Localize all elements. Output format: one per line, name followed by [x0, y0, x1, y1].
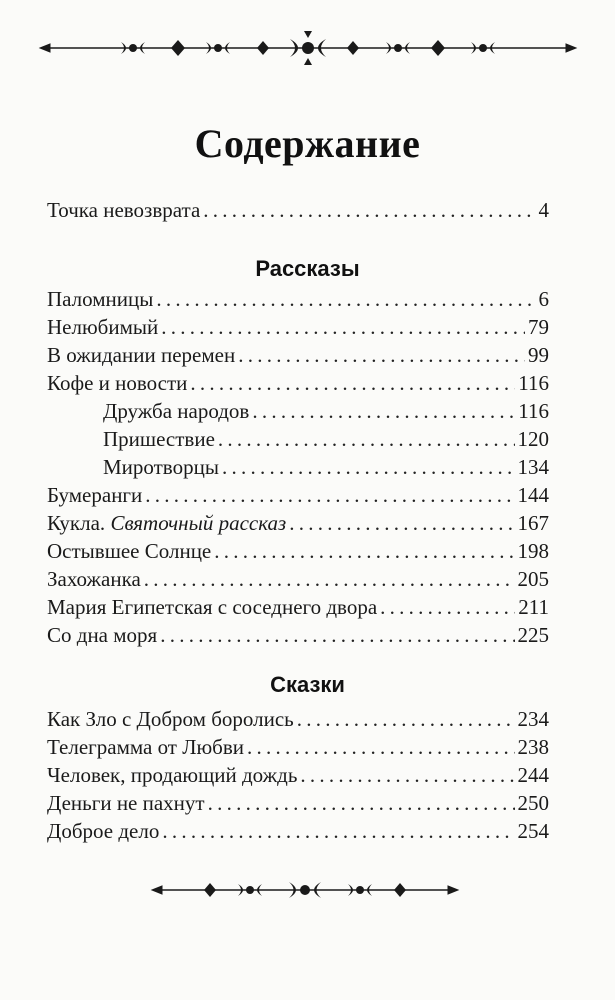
toc-entry-page: 134: [517, 455, 549, 479]
toc-entry-page: 116: [518, 399, 549, 423]
dot-leader: [156, 285, 535, 313]
toc-entry-label: Нелюбимый: [47, 315, 159, 339]
toc-entry-page: 116: [518, 371, 549, 395]
toc-entry[interactable]: [47, 761, 549, 789]
toc-entry-label: Захожанка: [47, 567, 141, 591]
toc-entry-label: Мария Египетская с соседнего двора: [47, 595, 378, 619]
dot-leader: [190, 369, 515, 397]
toc-entry-label: Телеграмма от Любви: [47, 735, 245, 759]
dot-leader: [161, 313, 525, 341]
toc-entry-label: Бумеранги: [47, 483, 143, 507]
toc-entry-label: Человек, продающий дождь: [47, 763, 298, 787]
toc-entry-label: Деньги не пахнут: [47, 791, 205, 815]
toc-entry-label: Доброе дело: [47, 819, 160, 843]
toc-entry-label: Паломницы: [47, 287, 154, 311]
section-heading-tales: Сказки: [270, 672, 345, 697]
toc-entry-label: Остывшее Солнце: [47, 539, 212, 563]
toc-entry[interactable]: [47, 565, 549, 593]
toc-entry[interactable]: [47, 817, 549, 845]
dot-leader: [247, 733, 514, 761]
toc-subentry[interactable]: [103, 397, 549, 425]
toc-entry-label: [47, 509, 286, 537]
dot-leader: [203, 196, 535, 224]
dot-leader: [214, 537, 514, 565]
toc-entry-page: 99: [528, 343, 549, 367]
toc-entry-label: Миротворцы: [103, 455, 219, 479]
toc-entry-page: 4: [538, 198, 549, 222]
dot-leader: [218, 425, 515, 453]
dot-leader: [160, 621, 514, 649]
toc-entry-page: 211: [518, 595, 549, 619]
dot-leader: [208, 789, 515, 817]
toc-entry[interactable]: [47, 285, 549, 313]
toc-entry-label: Пришествие: [103, 427, 215, 451]
toc-entry-page: 167: [517, 511, 549, 535]
toc-entry-label: Дружба народов: [103, 399, 250, 423]
toc-entry[interactable]: [47, 196, 549, 224]
toc-entry-page: 79: [528, 315, 549, 339]
toc-subentry[interactable]: [103, 425, 549, 453]
toc-entry[interactable]: [47, 789, 549, 817]
toc-entry[interactable]: [47, 705, 549, 733]
dot-leader: [300, 761, 514, 789]
dot-leader: [380, 593, 515, 621]
toc-entry-page: 225: [517, 623, 549, 647]
dot-leader: [238, 341, 525, 369]
toc-entry-subtitle: Святочный рассказ: [110, 511, 287, 535]
toc-entry[interactable]: [47, 537, 549, 565]
toc-entry-label: В ожидании перемен: [47, 343, 236, 367]
dot-leader: [145, 481, 514, 509]
ornament-divider-icon: [150, 870, 460, 910]
toc-entry[interactable]: [47, 621, 549, 649]
toc-entry[interactable]: [47, 341, 549, 369]
toc-entry-label: Кофе и новости: [47, 371, 188, 395]
toc-entry-page: 198: [517, 539, 549, 563]
toc-entry-page: 254: [517, 819, 549, 843]
dot-leader: [297, 705, 515, 733]
toc-entry-page: 234: [517, 707, 549, 731]
toc-entry-label: Как Зло с Добром боролись: [47, 707, 294, 731]
page-title: Содержание: [194, 121, 421, 166]
top-ornament: [0, 28, 615, 68]
toc-entry-page: 238: [517, 735, 549, 759]
dot-leader: [222, 453, 515, 481]
toc-entry[interactable]: [47, 313, 549, 341]
toc-entry-page: 205: [517, 567, 549, 591]
ornament-divider-icon: [38, 28, 578, 68]
dot-leader: [252, 397, 515, 425]
toc-subentry[interactable]: [103, 453, 549, 481]
toc-entry[interactable]: [47, 509, 549, 537]
bottom-ornament: [0, 870, 615, 910]
toc-entry-page: 6: [538, 287, 549, 311]
toc-entry[interactable]: [47, 593, 549, 621]
toc-entry-page: 120: [517, 427, 549, 451]
toc-entry-page: 144: [517, 483, 549, 507]
toc-entry-page: 244: [517, 763, 549, 787]
toc-entry-title: Кукла.: [47, 511, 106, 535]
toc-entry[interactable]: [47, 481, 549, 509]
toc-entry[interactable]: [47, 369, 549, 397]
dot-leader: [144, 565, 515, 593]
dot-leader: [162, 817, 514, 845]
toc-entry-label: Точка невозврата: [47, 198, 201, 222]
dot-leader: [289, 509, 514, 537]
section-heading-stories: Рассказы: [255, 256, 360, 281]
toc-entry[interactable]: [47, 733, 549, 761]
toc-entry-page: 250: [517, 791, 549, 815]
toc-entry-label: Со дна моря: [47, 623, 158, 647]
